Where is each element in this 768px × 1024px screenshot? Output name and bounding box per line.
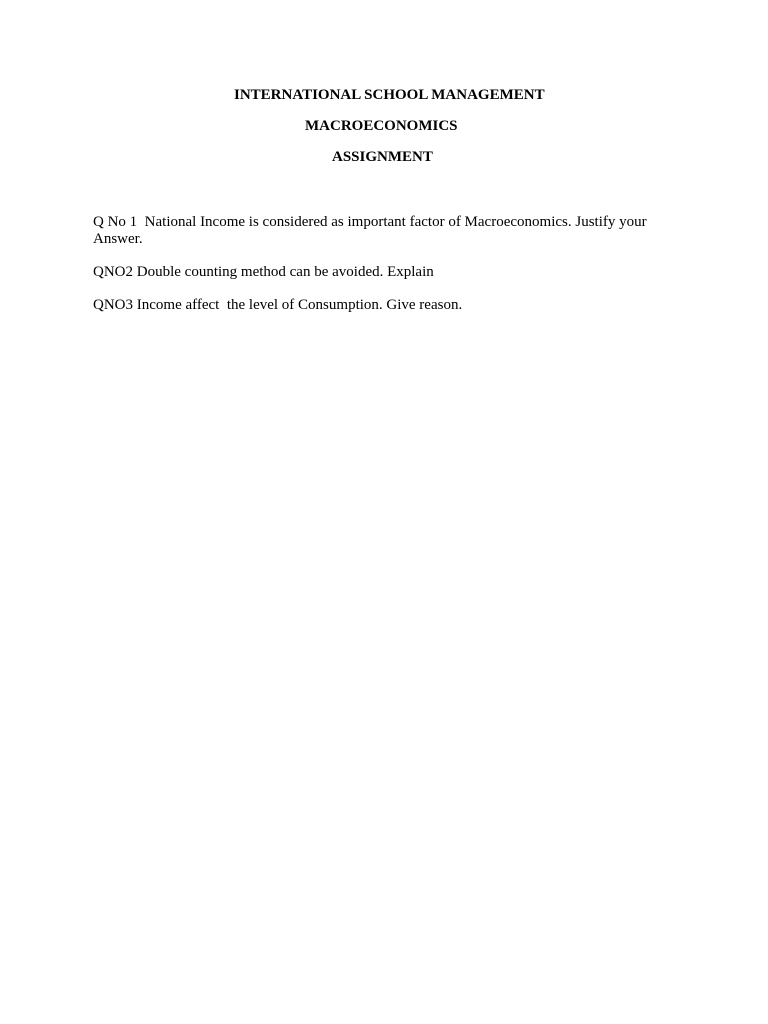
question-1: Q No 1 National Income is considered as important factor of Macroeconomics. Justify your Answer. (93, 214, 650, 247)
assignment-heading: ASSIGNMENT (332, 149, 433, 165)
question-2: QNO2 Double counting method can be avoided. Explain (93, 264, 434, 280)
school-name-heading: INTERNATIONAL SCHOOL MANAGEMENT (234, 87, 545, 103)
question-3: QNO3 Income affect the level of Consumption. Give reason. (93, 297, 463, 313)
question-list (93, 214, 683, 330)
subject-heading: MACROECONOMICS (305, 118, 458, 134)
